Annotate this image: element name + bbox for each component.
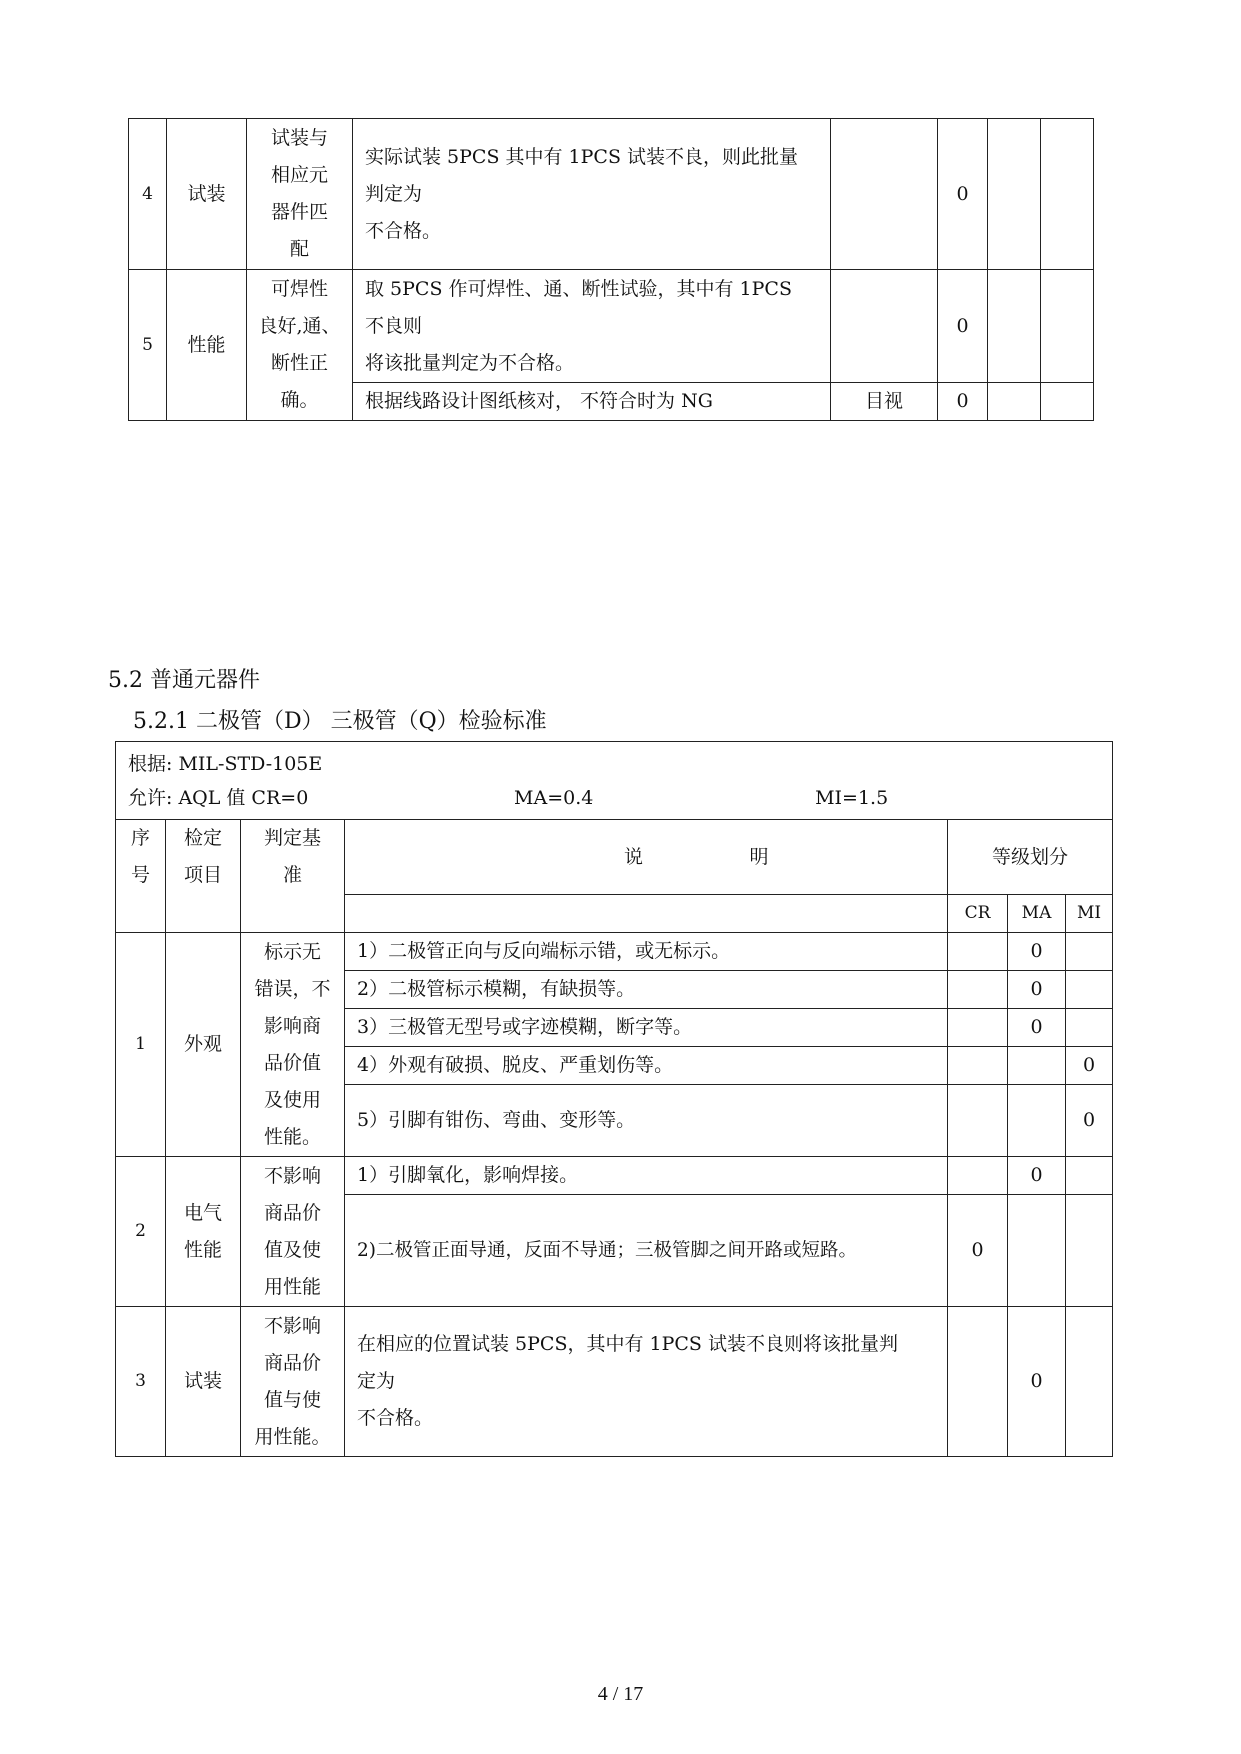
table-row <box>116 933 1113 971</box>
inspection-item: 试装 <box>167 119 247 270</box>
criterion-line: 试装与 <box>270 127 328 149</box>
description-cell: 1）引脚氧化，影响焊接。 <box>345 1157 948 1195</box>
ma-cell <box>988 119 1041 270</box>
criterion-line: 不影响 <box>263 1164 321 1187</box>
header-line: 号 <box>130 864 150 886</box>
criterion-line: 配 <box>289 238 309 260</box>
description-line: 判定为 <box>365 182 423 205</box>
header-line: 项目 <box>183 864 222 886</box>
header-grade: 等级划分 <box>948 820 1113 895</box>
standard-basis: 根据: MIL-STD-105E <box>128 752 323 775</box>
table-row <box>129 270 1094 383</box>
description-cell: 根据线路设计图纸核对， 不符合时为 NG <box>353 383 831 421</box>
description-line: 不合格。 <box>357 1407 434 1429</box>
item-line: 电气 <box>183 1201 222 1224</box>
criterion-line: 不影响 <box>263 1314 321 1337</box>
ma-cell: 0 <box>1008 1009 1066 1047</box>
criterion-line: 相应元 <box>270 164 328 186</box>
description-line: 取 5PCS 作可焊性、通、断性试验，其中有 1PCS <box>365 277 792 300</box>
cr-cell: 0 <box>938 383 988 421</box>
mi-cell <box>1041 270 1094 383</box>
cr-cell <box>948 1085 1008 1157</box>
table-row <box>116 1157 1113 1195</box>
method-cell: 目视 <box>831 383 938 421</box>
header-item <box>166 820 241 933</box>
header-description-empty <box>345 895 948 933</box>
mi-cell <box>1066 1009 1113 1047</box>
cr-cell <box>948 1157 1008 1195</box>
header-mi: MI <box>1066 895 1113 933</box>
aql-cr: 允许: AQL 值 CR=0 <box>128 786 309 809</box>
header-line: 判定基 <box>263 827 321 849</box>
mi-cell <box>1041 383 1094 421</box>
description-cell: 4）外观有破损、脱皮、严重划伤等。 <box>345 1047 948 1085</box>
method-cell <box>831 119 938 270</box>
criterion-line: 错误，不 <box>254 977 331 1000</box>
header-desc-2: 明 <box>749 845 769 868</box>
ma-cell <box>1008 1195 1066 1307</box>
description-line: 定为 <box>357 1370 396 1392</box>
header-line: 检定 <box>183 827 222 849</box>
criterion-line: 值及使 <box>263 1238 321 1261</box>
criterion-cell <box>247 119 353 270</box>
criterion-line: 及使用 <box>263 1088 321 1111</box>
criterion-line: 确。 <box>280 389 319 411</box>
row-number: 5 <box>129 270 167 421</box>
row-number: 2 <box>116 1157 166 1307</box>
mi-cell: 0 <box>1066 1085 1113 1157</box>
description-cell: 3）三极管无型号或字迹模糊，断字等。 <box>345 1009 948 1047</box>
description-cell <box>353 119 831 270</box>
ma-cell: 0 <box>1008 1157 1066 1195</box>
criterion-cell <box>241 1157 345 1307</box>
ma-cell <box>1008 1085 1066 1157</box>
description-line: 不良则 <box>365 314 423 337</box>
ma-cell <box>988 270 1041 383</box>
description-line: 不合格。 <box>365 219 442 242</box>
description-cell: 1）二极管正向与反向端标示错，或无标示。 <box>345 933 948 971</box>
cr-cell <box>948 933 1008 971</box>
criterion-line: 性能。 <box>263 1125 321 1148</box>
cr-cell <box>948 1009 1008 1047</box>
criterion-cell <box>241 1307 345 1457</box>
inspection-item <box>166 1157 241 1307</box>
mi-cell: 0 <box>1066 1047 1113 1085</box>
cr-cell: 0 <box>948 1195 1008 1307</box>
description-line: 在相应的位置试装 5PCS，其中有 1PCS 试装不良则将该批量判 <box>357 1333 898 1355</box>
table-row <box>116 1307 1113 1457</box>
description-cell <box>353 270 831 383</box>
inspection-table-continued <box>128 118 1094 421</box>
header-cr: CR <box>948 895 1008 933</box>
subsection-heading: 5.2.1 二极管（D） 三极管（Q）检验标准 <box>133 709 547 734</box>
description-line: 实际试装 5PCS 其中有 1PCS 试装不良，则此批量 <box>365 145 799 168</box>
description-line: 将该批量判定为不合格。 <box>365 351 575 374</box>
header-criterion <box>241 820 345 933</box>
mi-cell <box>1066 933 1113 971</box>
ma-cell <box>1008 1047 1066 1085</box>
basis-row <box>116 742 1113 820</box>
criterion-line: 断性正 <box>270 352 328 374</box>
criterion-line: 用性能。 <box>254 1425 331 1448</box>
criterion-line: 商品价 <box>263 1201 321 1224</box>
criterion-line: 用性能 <box>263 1275 321 1298</box>
description-cell <box>345 1307 948 1457</box>
mi-cell <box>1041 119 1094 270</box>
criterion-cell <box>241 933 345 1157</box>
header-line: 准 <box>282 864 302 886</box>
criterion-line: 良好,通、 <box>258 315 341 337</box>
criterion-line: 器件匹 <box>270 201 328 223</box>
criterion-line: 商品价 <box>263 1351 321 1374</box>
criterion-cell <box>247 270 353 421</box>
cr-cell <box>948 971 1008 1009</box>
criterion-line: 影响商 <box>263 1014 321 1037</box>
cr-cell <box>948 1047 1008 1085</box>
method-cell <box>831 270 938 383</box>
aql-basis-cell <box>116 742 1113 820</box>
row-number: 1 <box>116 933 166 1157</box>
criterion-line: 值与使 <box>263 1388 321 1411</box>
item-line: 性能 <box>183 1238 222 1261</box>
mi-cell <box>1066 1195 1113 1307</box>
description-cell: 2）二极管标示模糊，有缺损等。 <box>345 971 948 1009</box>
mi-cell <box>1066 1307 1113 1457</box>
cr-cell <box>948 1307 1008 1457</box>
ma-cell: 0 <box>1008 1307 1066 1457</box>
row-number: 3 <box>116 1307 166 1457</box>
aql-mi: MI=1.5 <box>815 786 889 809</box>
header-description <box>345 820 948 895</box>
inspection-item: 性能 <box>167 270 247 421</box>
aql-values <box>128 781 1112 815</box>
description-cell: 2)二极管正面导通，反面不导通；三极管脚之间开路或短路。 <box>345 1195 948 1307</box>
header-ma: MA <box>1008 895 1066 933</box>
header-row <box>116 820 1113 895</box>
aql-ma: MA=0.4 <box>514 786 594 809</box>
header-desc-1: 说 <box>623 845 643 868</box>
header-no <box>116 820 166 933</box>
diode-transistor-inspection-table <box>115 741 1113 1457</box>
header-line: 序 <box>130 827 150 849</box>
criterion-line: 可焊性 <box>270 278 328 300</box>
ma-cell <box>988 383 1041 421</box>
description-cell: 5）引脚有钳伤、弯曲、变形等。 <box>345 1085 948 1157</box>
mi-cell <box>1066 971 1113 1009</box>
page-number: 4 / 17 <box>597 1683 644 1705</box>
section-heading: 5.2 普通元器件 <box>108 668 260 693</box>
criterion-line: 标示无 <box>263 940 321 963</box>
cr-cell: 0 <box>938 270 988 383</box>
cr-cell: 0 <box>938 119 988 270</box>
row-number: 4 <box>129 119 167 270</box>
criterion-line: 品价值 <box>263 1051 321 1074</box>
inspection-item: 试装 <box>166 1307 241 1457</box>
inspection-item: 外观 <box>166 933 241 1157</box>
ma-cell: 0 <box>1008 971 1066 1009</box>
ma-cell: 0 <box>1008 933 1066 971</box>
table-row <box>129 119 1094 270</box>
mi-cell <box>1066 1157 1113 1195</box>
